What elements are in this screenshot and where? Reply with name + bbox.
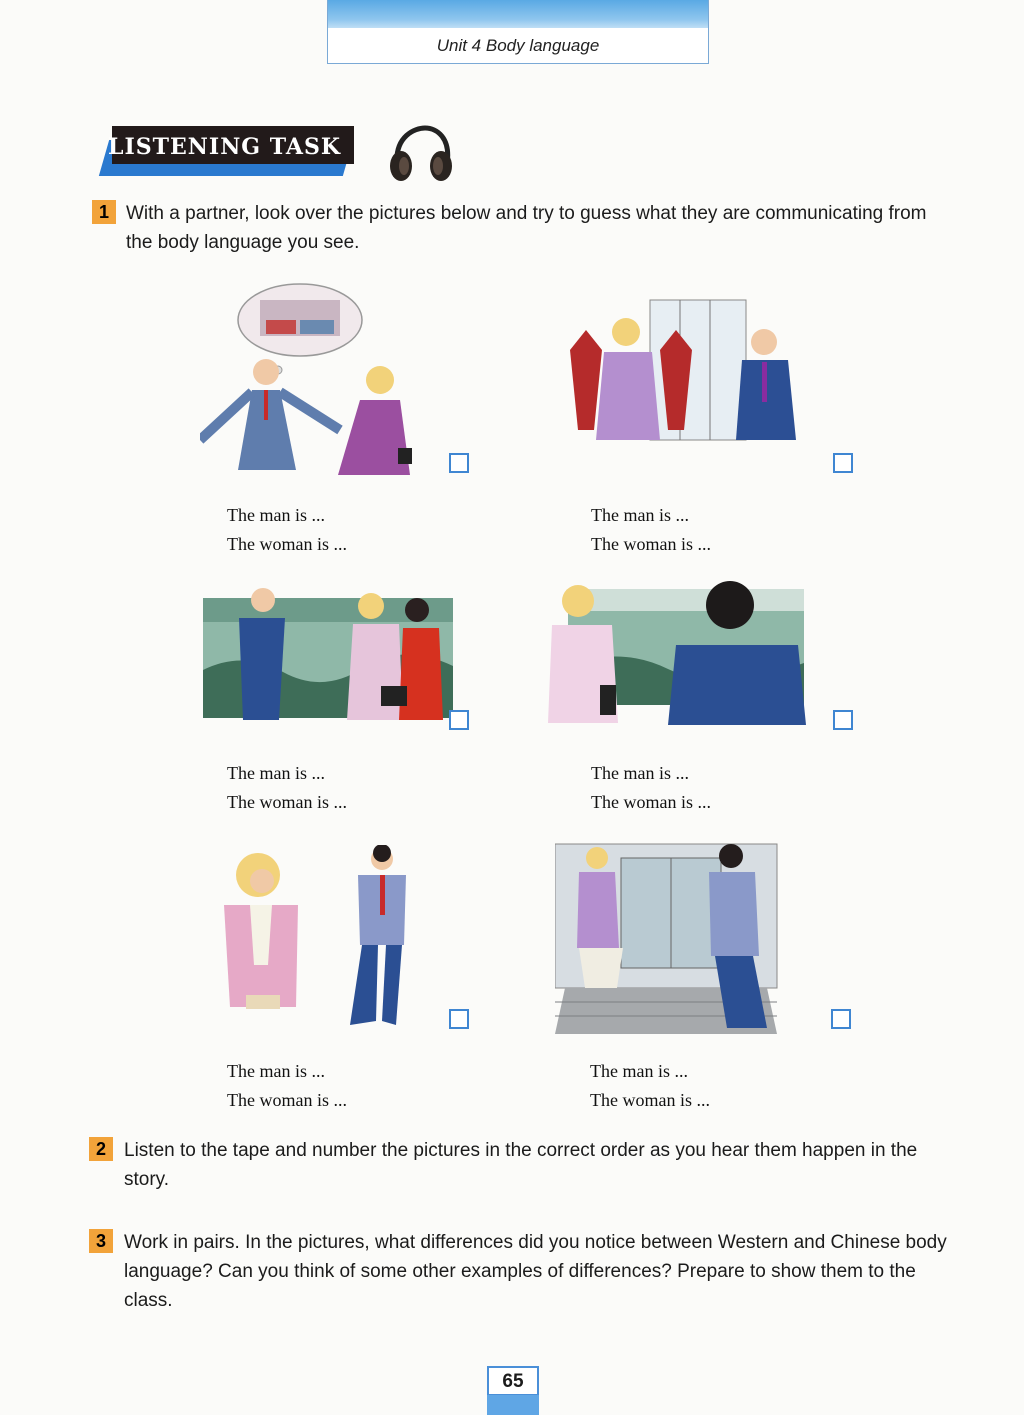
answer-box-5[interactable] [449,1009,469,1029]
caption-man-6: The man is ... [590,1061,688,1081]
answer-box-2[interactable] [833,453,853,473]
task-text-2: Listen to the tape and number the pictures in the correct order as you hear them happen in the story. [124,1140,918,1190]
listening-task-banner [104,126,354,176]
task-number-1: 1 [92,200,116,224]
answer-box-4[interactable] [833,710,853,730]
caption-man-5: The man is ... [227,1061,325,1081]
task-text-1: With a partner, look over the pictures below and try to guess what they are communicating from the body language you see. [126,203,927,253]
unit-header [327,0,709,64]
picture-1 [200,280,420,480]
task-number-3: 3 [89,1229,113,1253]
caption-woman-6: The woman is ... [590,1090,710,1110]
picture-5 [200,845,420,1035]
task-number-2: 2 [89,1137,113,1161]
picture-6 [555,838,780,1038]
caption-woman-2: The woman is ... [591,534,711,554]
unit-title: Unit 4 Body language [436,36,600,55]
caption-man-2: The man is ... [591,505,689,525]
caption-man-3: The man is ... [227,763,325,783]
caption-woman-1: The woman is ... [227,534,347,554]
caption-woman-4: The woman is ... [591,792,711,812]
page-number-strip [487,1395,539,1415]
caption-man-1: The man is ... [227,505,325,525]
answer-box-3[interactable] [449,710,469,730]
caption-woman-3: The woman is ... [227,792,347,812]
answer-box-1[interactable] [449,453,469,473]
page-number: 65 [487,1366,539,1396]
caption-woman-5: The woman is ... [227,1090,347,1110]
headphones-icon [385,124,459,184]
picture-3 [203,580,453,725]
picture-4 [548,575,808,725]
picture-2 [560,290,820,450]
task-text-3: Work in pairs. In the pictures, what differences did you notice between Western and Chinese body language? Can you think of some other examples of differences? Prepare to show them to the class. [124,1232,947,1311]
section-title: LISTENING TASK [108,134,341,160]
header-water-band [328,0,708,28]
caption-man-4: The man is ... [591,763,689,783]
answer-box-6[interactable] [831,1009,851,1029]
